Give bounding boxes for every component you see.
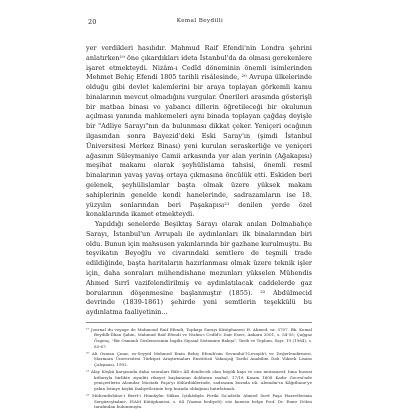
footnote: ²¹ Alay Köşkü karşısında daha sonraları Bâb-ı Âlî denilecek olan büyük kapı ve ona mutasarrıf, bina hususi kitlarıyla birlikte ziyaditi rikayet başkanının dolduran mahal. 17/18 Kasım 1808 Kadir Gecesi'nde yeniçerilerin Alemdar Mustafa Paşa'yı öldürdüklerinde, sadrazam burada idi. Alemdar'ın Kâğıthane'ye yakın İstinye köşkü faaliyetlerinin hep burada olduğunu hatırlatmalı. <box>86 369 312 391</box>
page-number: 20 <box>88 18 97 26</box>
header-author: Kemal Beydilli <box>176 18 224 24</box>
footnote: ²⁰ Ali Osman Çınar, es-Seyyid Mehmed Emin Behiç Efendi'nin Sevanihü'l-Levayih'i ve Değerlendirmesi, Marmara Üniversitesi Türkiyat Araştırmaları Enstitüsü Yakınçağ Tarihi Anabilim Dalı Yüksek Lisans Çalışması, 1992. <box>86 350 312 368</box>
paragraph: yer verdikleri hasılıdır. Mahmud Raif Efendi'nin Londra şehrini anlatırken¹⁹ öne çıkardıkları ideta İstanbul'da da olması gerekenlere işaret etmekteydi. Nizâm-ı Cedîd döneminin önemli isimlerinden Mehmet Behiç Efendi 1805 tarihli risâlesinde, ²⁰ Avrupa ülkelerinde olduğu gibi devlet kalemlerini bir araya toplayan görkemli kamu binalarının mevcut olmadığını vurgular. Önerileri arasında gösterişli bir matbaa binası ve yabancı dillerin öğretileceği bir okulunun açılması yanında mahkemeleri aynı binada toplayan çağdaş deyişle bir "Adliye Sarayı"nın da bulunması dikkat çeker. Yeniçeri ocağının ilgasından sonra Bayezid'deki Eski Saray'ın (şimdi İstanbul Üniversitesi Merkez Binası) yeni kurulan seraskerliğe ve yeniçeri ağasının Süleymaniye Camii arkasında yer alan yerinin (Ağakapısı) meşihat makamı olarak şeyhülislama tahsisi, önemli resmî binalarının yavaş yavaş ortaya çıkmasına öncülük etti. Eskiden beri gelenek, şeyhülislamlar başta olmak üzere yüksek makam sahiplerinin genelde kendi hanelerinde, sadrazamların ise 18. yüzyılın sonlarından beri Paşakapısı²¹ denilen yerde özel konaklarında ikamet etmekteydi. <box>86 44 312 219</box>
body-content <box>86 44 312 412</box>
footnote: ¹⁹ Journal du voyage de Mahmoud Raif Efendi, Topkapı Sarayı Kütüphanesi H. Ahmed, nr. 3707. Bk. Kemal Beydilli-İlhan Şahin, Mahmud Raif Efendi ve Nizâm-ı Cedîd'e Dair Eseri, Ankara 2001, s. 54-55; Çağgaz Özgenç, "Bir Osmanlı Gözlemcisinin İngiliz Siyasal Sistemine Bakışı", Tarih ve Toplum, Sayı: 19 (1984), s. 63-67. <box>86 326 312 349</box>
paragraph: Yapıldığı senelerde Beşiktaş Sarayı olarak anılan Dolmabahçe Sarayı, İstanbul'un Avrupalı ile aydınlanları ilk binalarından biri oldu. Bunun için mahsusen yakınlarında bir gazhane kurulmuştu. Bu teşvikatın Beyoğlu ve civarındaki semtlere de teşmili trade edildiğinde, başta haritaların hazırlanması olmak üzere teknik işler için, daha sonraları mühendishane mezunları yükselen Mühendis Ahmed Sırrî vazifelendirilmiş ve aydınlatılacak caddelerde gaz borularının döşenmesine başlanmıştır (1855). ²² Abdülmecid devrinde (1839-1861) şehirde yeni semtlerin teşekkülü bu aydınlatma faaliyetinin... <box>86 220 312 317</box>
footnotes <box>86 322 312 410</box>
footnote: ²² Mühendishâne-i Berrî-i Hümâyûn Nâkısı İçtihâdıyla Feriki Sa'adetlu Ahmed Sırrî Paşa Hazretlerinin Sergüzeştnâme, İSAM Kütüphanesi, s. 64 (Yazma hediyeli); söz konusu belge Prof. Dr. Emre Dölen tarafından bulunmuştu. <box>86 393 312 410</box>
running-head <box>88 18 312 30</box>
